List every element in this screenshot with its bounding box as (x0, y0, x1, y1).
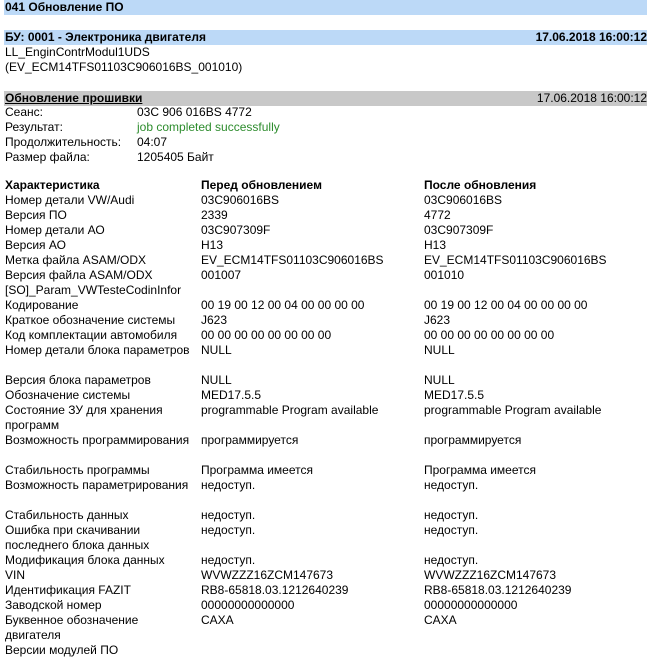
window-title: 041 Обновление ПО (4, 0, 647, 15)
row-after: RB8-65818.03.1212640239 (424, 583, 572, 597)
row-label: Стабильность программы (5, 463, 150, 477)
ecu-module: LL_EnginContrModul1UDS (5, 45, 150, 59)
ecu-label: БУ: 0001 - Электроника двигателя (5, 30, 206, 44)
row-before: недоступ. (201, 478, 256, 492)
row-after: NULL (424, 373, 455, 387)
row-before: WVWZZZ16ZCM147673 (201, 568, 334, 582)
row-label: Версия блока параметров (5, 373, 151, 387)
row-after: 03C907309F (424, 223, 494, 237)
row-label: Метка файла ASAM/ODX (5, 253, 147, 267)
row-after: 00 19 00 12 00 04 00 00 00 00 (424, 298, 588, 312)
duration-value: 04:07 (137, 135, 168, 149)
row-before: NULL (201, 343, 232, 357)
row-after: недоступ. (424, 478, 479, 492)
row-label: Возможность программирования (5, 433, 190, 447)
row-before: недоступ. (201, 523, 256, 537)
row-after: недоступ. (424, 523, 479, 537)
row-label: Версии модулей ПО (5, 643, 119, 657)
row-after: programmable Program available (424, 403, 602, 417)
row-before: RB8-65818.03.1212640239 (201, 583, 349, 597)
row-before: MED17.5.5 (201, 388, 262, 402)
row-before: programmable Program available (201, 403, 379, 417)
row-after: 03C906016BS (424, 193, 503, 207)
row-label: Обозначение системы (5, 388, 131, 402)
row-before: недоступ. (201, 508, 256, 522)
row-before: 2339 (201, 208, 228, 222)
row-after: MED17.5.5 (424, 388, 485, 402)
row-after: недоступ. (424, 553, 479, 567)
row-label: Краткое обозначение системы (5, 313, 176, 327)
row-after: 001010 (424, 268, 465, 282)
update-title: Обновление прошивки (5, 91, 143, 105)
row-after: недоступ. (424, 508, 479, 522)
row-label: Стабильность данных (5, 508, 129, 522)
row-after: EV_ECM14TFS01103C906016BS (424, 253, 607, 267)
file-size-value: 1205405 Байт (137, 150, 214, 164)
row-before: 03C907309F (201, 223, 271, 237)
row-label: Версия файла ASAM/ODX (5, 268, 153, 282)
row-label: Номер детали VW/Audi (5, 193, 135, 207)
row-label: VIN (5, 568, 26, 582)
row-label: Номер детали АО (5, 223, 105, 237)
session-label: Сеанс: (5, 105, 43, 119)
session-value: 03C 906 016BS 4772 (137, 105, 252, 119)
column-header-before: Перед обновлением (201, 178, 322, 192)
row-after: H13 (424, 238, 447, 252)
row-after: 4772 (424, 208, 451, 222)
file-size-label: Размер файла: (5, 150, 90, 164)
row-label: Код комплектации автомобиля (5, 328, 178, 342)
row-after: WVWZZZ16ZCM147673 (424, 568, 557, 582)
row-before: J623 (201, 313, 228, 327)
row-label: [SO]_Param_VWTesteCodinInfor (5, 283, 182, 297)
row-before: EV_ECM14TFS01103C906016BS (201, 253, 384, 267)
row-before: CAXA (201, 613, 234, 627)
row-label: Заводской номер (5, 598, 102, 612)
row-label: Идентификация FAZIT (5, 583, 131, 597)
row-before: программируется (201, 433, 299, 447)
row-before: 001007 (201, 268, 242, 282)
row-label: Возможность параметрирования (5, 478, 189, 492)
row-before: 00 19 00 12 00 04 00 00 00 00 (201, 298, 365, 312)
row-after: NULL (424, 343, 455, 357)
ecu-date: 17.06.2018 16:00:12 (535, 30, 647, 44)
row-before: 03C906016BS (201, 193, 280, 207)
update-date: 17.06.2018 16:00:12 (536, 91, 647, 105)
row-label: Номер детали блока параметров (5, 343, 190, 357)
row-before: H13 (201, 238, 224, 252)
row-after: J623 (424, 313, 451, 327)
row-after: 00000000000000 (424, 598, 518, 612)
row-after: CAXA (424, 613, 457, 627)
ecu-header (4, 30, 647, 45)
row-label: Ошибка при скачивании последнего блока данных (5, 523, 150, 552)
row-after: Программа имеется (424, 463, 536, 477)
duration-label: Продолжительность: (5, 135, 122, 149)
row-before: 00 00 00 00 00 00 00 00 (201, 328, 332, 342)
row-label: Версия ПО (5, 208, 67, 222)
row-label: Модификация блока данных (5, 553, 165, 567)
row-after: программируется (424, 433, 522, 447)
row-before: NULL (201, 373, 232, 387)
row-label: Состояние ЗУ для хранения программ (5, 403, 163, 432)
row-before: Программа имеется (201, 463, 313, 477)
column-header-after: После обновления (424, 178, 537, 192)
row-before: недоступ. (201, 553, 256, 567)
result-value: job completed successfully (137, 120, 280, 134)
row-after: 00 00 00 00 00 00 00 00 (424, 328, 555, 342)
result-label: Результат: (5, 120, 63, 134)
row-label: Кодирование (5, 298, 79, 312)
update-header (4, 91, 647, 106)
row-label: Буквенное обозначение двигателя (5, 613, 139, 642)
row-label: Версия АО (5, 238, 66, 252)
ecu-dataset: (EV_ECM14TFS01103C906016BS_001010) (5, 60, 243, 74)
row-before: 00000000000000 (201, 598, 295, 612)
column-header-characteristic: Характеристика (5, 178, 100, 192)
